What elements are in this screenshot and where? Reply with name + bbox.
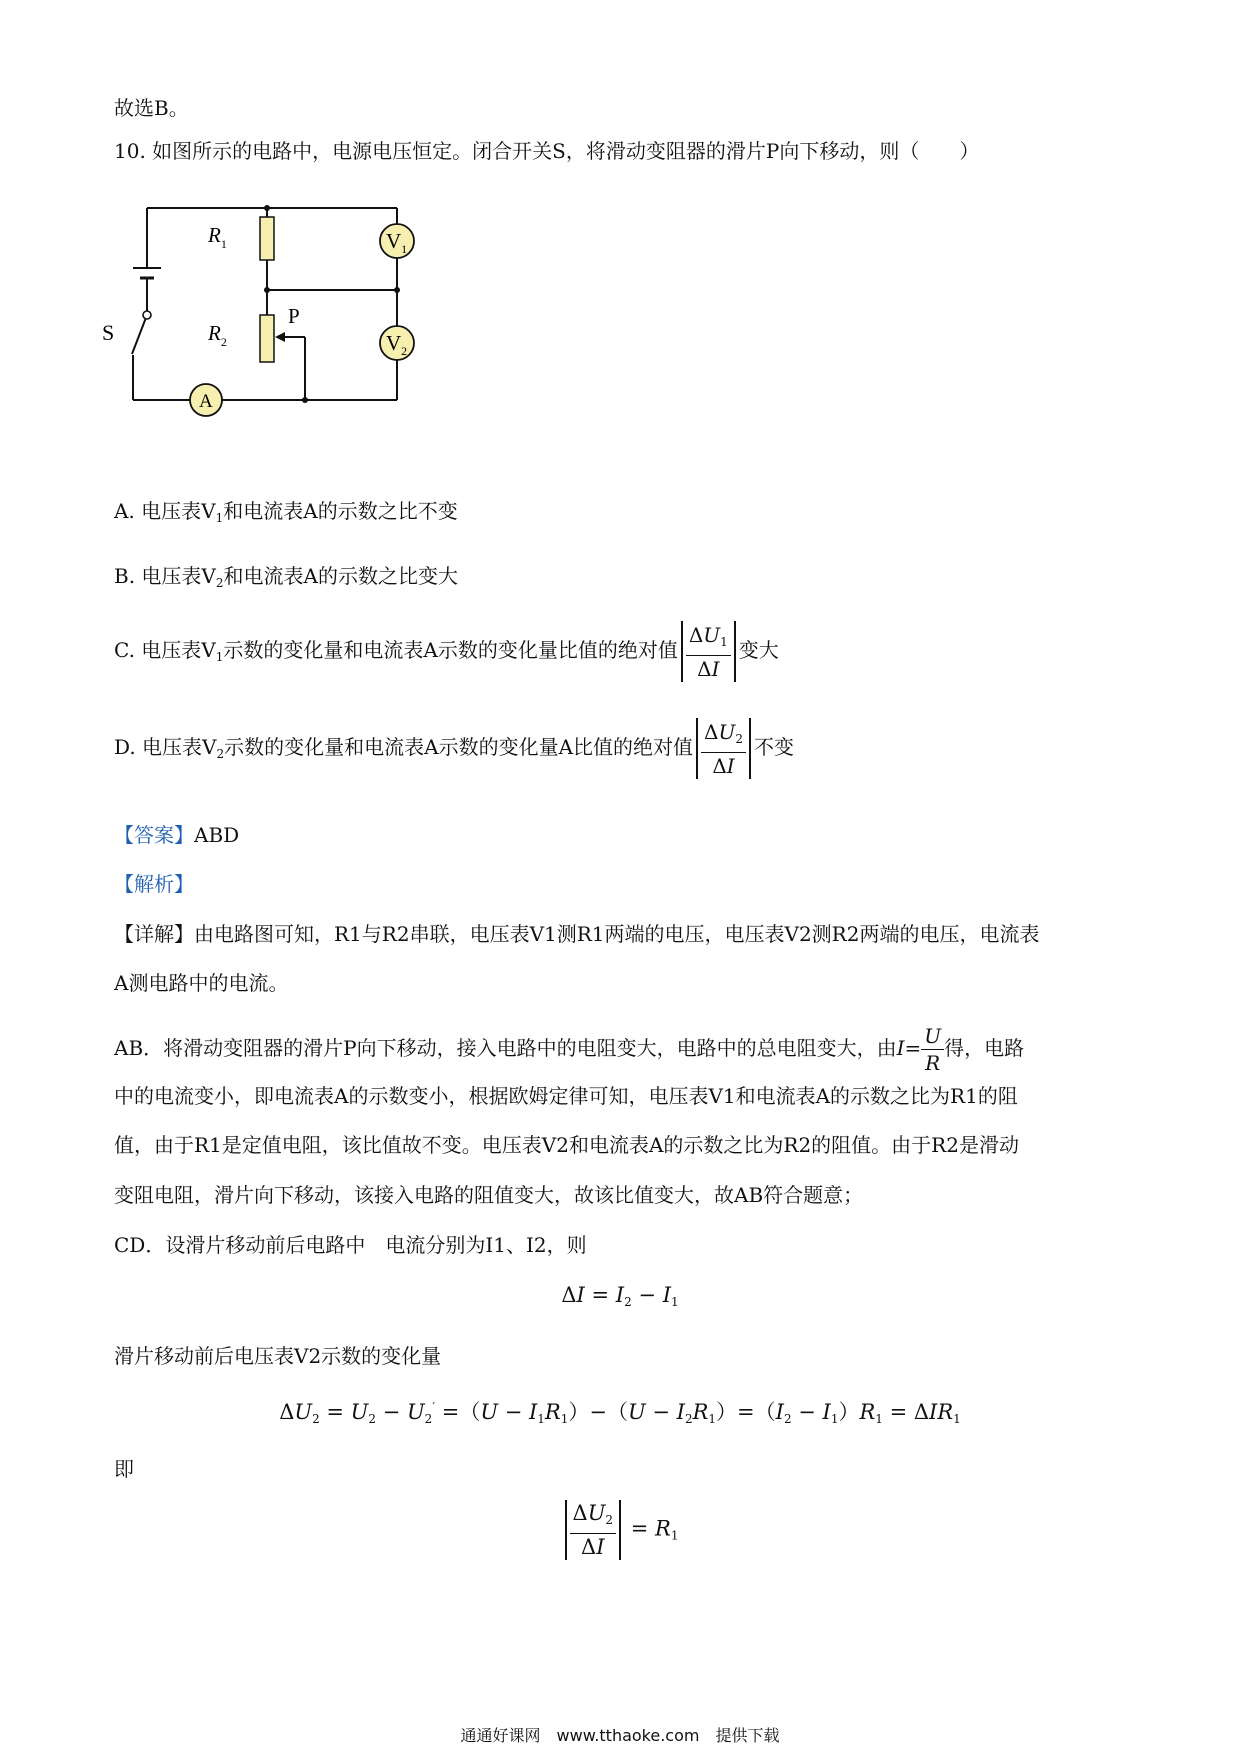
detail-ab-3: 值，由于R1是定值电阻，该比值故不变。电压表V2和电流表A的示数之比为R2的阻值。由于R2是滑动	[114, 1133, 1019, 1157]
detail-ab-2: 中的电流变小，即电流表A的示数变小，根据欧姆定律可知，电压表V1和电流表A的示数之比为R1的阻	[114, 1084, 1018, 1108]
resistor-r1	[260, 217, 274, 260]
circuit-diagram	[100, 180, 430, 470]
slider-arrow	[275, 332, 285, 342]
option-d: D. 电压表$V_2$示数的变化量和电流表A示数的变化量A比值的绝对值 $\frac{\Delta U_2}{\Delta I}$ 不变	[114, 717, 794, 784]
option-b: B. 电压表$V_2$和电流表A的示数之比变大	[114, 564, 458, 590]
switch-blade	[132, 315, 147, 354]
detail-cd-1: CD．设滑片移动前后电路中 电流分别为I1、I2，则	[114, 1233, 587, 1257]
option-a: A. 电压表$V_1$和电流表A的示数之比不变	[114, 499, 458, 525]
detail-ab-4: 变阻电阻，滑片向下移动，该接入电路的阻值变大，故该比值变大，故AB符合题意；	[114, 1183, 864, 1207]
slider-p-label: P	[288, 304, 300, 328]
detail-ab-1: AB．将滑动变阻器的滑片P向下移动，接入电路中的电阻变大，电路中的总电阻变大，由I= $\frac{U}{R}$ 得，电路	[114, 1024, 1025, 1075]
detail-line-2: A测电路中的电流。	[114, 971, 289, 995]
equation-delta-i: $\Delta I = I_2 - I_1$	[561, 1283, 679, 1309]
previous-conclusion: 故选B。	[114, 96, 189, 120]
question-stem: 10. 如图所示的电路中，电源电压恒定。闭合开关S，将滑动变阻器的滑片P向下移动，则（ ）	[114, 139, 980, 163]
detail-cd-2: 滑片移动前后电压表V2示数的变化量	[114, 1344, 442, 1368]
v2-label: $V_2$	[386, 331, 408, 358]
page-footer: 通通好课网 www.tthaoke.com 提供下载	[460, 1726, 780, 1745]
analysis-label: 【解析】	[114, 872, 194, 896]
equation-delta-u2: $\Delta U_2 = U_2 - U_2' =(U - I_1R_1)-(U - I_2R_1)=(I_2 - I_1)R_1 = \Delta IR_1$	[279, 1400, 961, 1426]
option-c: C. 电压表$V_1$示数的变化量和电流表A示数的变化量比值的绝对值 $\frac{\Delta U_1}{\Delta I}$ 变大	[114, 620, 779, 687]
equation-ratio: $\frac{\Delta U_2}{\Delta I}$ = $R_1$	[0, 1500, 1240, 1560]
answer: 【答案】ABD	[114, 823, 240, 847]
r2-label: $R_2$	[208, 321, 227, 349]
r1-label: $R_1$	[208, 223, 227, 251]
v1-label: $V_1$	[386, 229, 408, 256]
detail-cd-3: 即	[114, 1457, 134, 1481]
detail-line-1: 【详解】由电路图可知，R1与R2串联，电压表V1测R1两端的电压，电压表V2测R2两端的电压，电流表	[114, 922, 1040, 946]
switch-contact	[143, 311, 151, 319]
resistor-r2	[260, 315, 274, 362]
switch-s-label: S	[102, 320, 115, 345]
ammeter-label: A	[199, 391, 213, 412]
